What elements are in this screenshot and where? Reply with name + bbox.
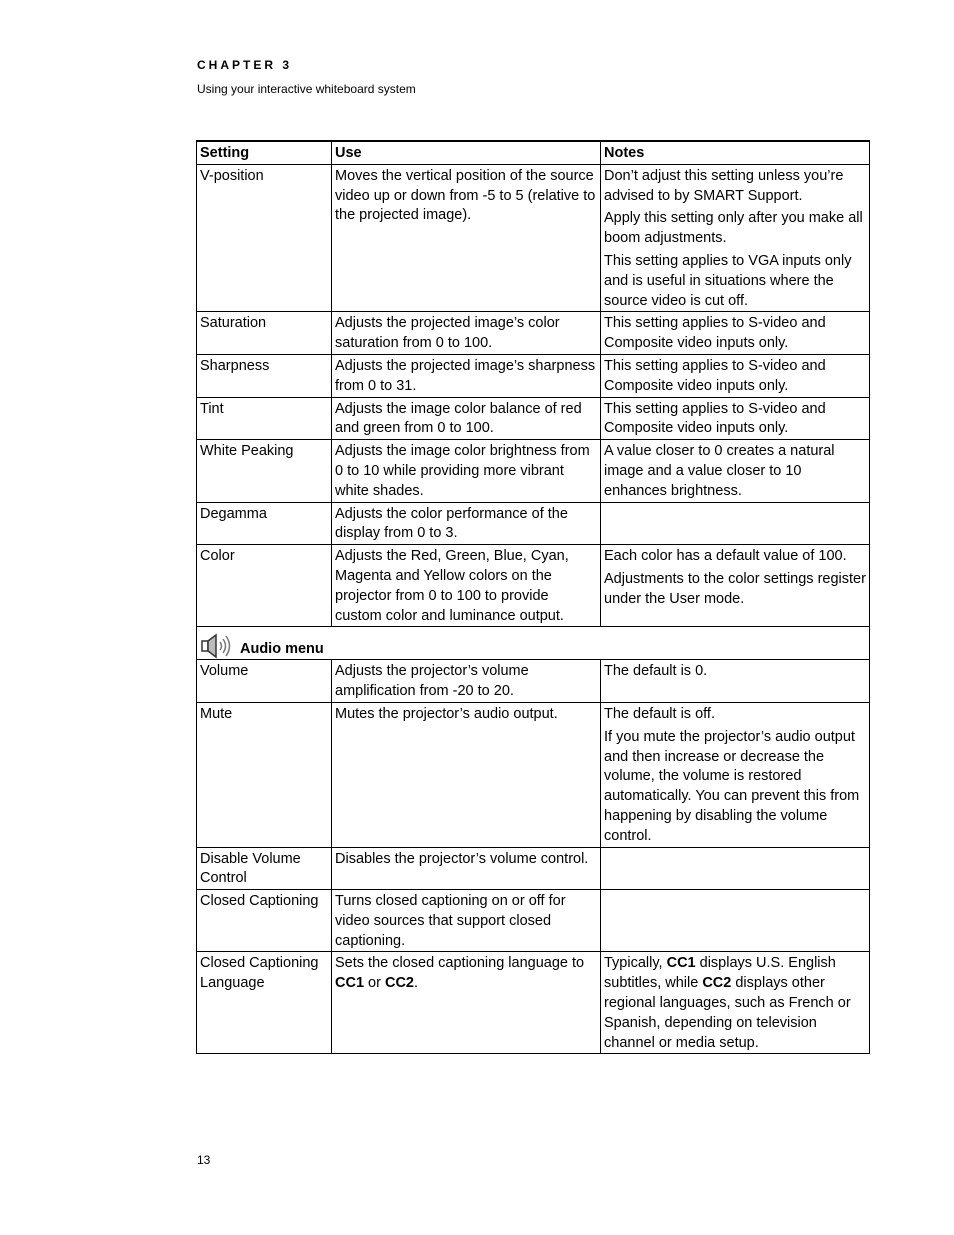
use-cell: Adjusts the color performance of the display from 0 to 3. xyxy=(332,502,601,545)
use-cell: Moves the vertical position of the source video up or down from -5 to 5 (relative to the projected image). xyxy=(332,164,601,312)
setting-cell: Sharpness xyxy=(197,354,332,397)
use-cell: Adjusts the image color brightness from 0 to 10 while providing more vibrant white shades. xyxy=(332,440,601,502)
table-row xyxy=(197,354,870,397)
table-row xyxy=(197,890,870,952)
setting-cell: Degamma xyxy=(197,502,332,545)
speaker-icon xyxy=(200,633,234,659)
notes-bold-cc2: CC2 xyxy=(702,975,732,992)
chapter-subtitle: Using your interactive whiteboard system xyxy=(197,82,416,96)
use-cell: Adjusts the image color balance of red and green from 0 to 100. xyxy=(332,397,601,440)
note-paragraph: This setting applies to S-video and Composite video inputs only. xyxy=(604,400,826,437)
table-row xyxy=(197,440,870,502)
setting-cell: Closed Captioning xyxy=(197,890,332,952)
note-paragraph: Adjustments to the color settings register under the User mode. xyxy=(604,570,866,607)
table-row xyxy=(197,952,870,1054)
table-row xyxy=(197,164,870,312)
audio-menu-label: Audio menu xyxy=(240,641,324,658)
setting-cell: V-position xyxy=(197,164,332,312)
use-cell: Turns closed captioning on or off for video sources that support closed captioning. xyxy=(332,890,601,952)
note-paragraph: Don’t adjust this setting unless you’re advised to by SMART Support. xyxy=(604,167,844,204)
note-paragraph: Apply this setting only after you make all boom adjustments. xyxy=(604,210,863,247)
notes-cell xyxy=(601,164,870,312)
table-header-row xyxy=(197,141,870,164)
note-paragraph: The default is 0. xyxy=(604,663,708,680)
notes-cell xyxy=(601,847,870,890)
notes-cell xyxy=(601,397,870,440)
setting-cell: Disable Volume Control xyxy=(197,847,332,890)
setting-cell: White Peaking xyxy=(197,440,332,502)
notes-cell xyxy=(601,660,870,703)
table-row xyxy=(197,502,870,545)
use-cell: Adjusts the projector’s volume amplification from -20 to 20. xyxy=(332,660,601,703)
note-paragraph: This setting applies to S-video and Composite video inputs only. xyxy=(604,315,826,352)
note-paragraph: If you mute the projector’s audio output and then increase or decrease the volume, the volume is restored automatically. You can prevent this from happening by disabling the volume control. xyxy=(604,728,860,844)
use-bold-cc1: CC1 xyxy=(335,975,365,992)
note-paragraph: A value closer to 0 creates a natural image and a value closer to 10 enhances brightness. xyxy=(604,443,835,499)
table-row xyxy=(197,312,870,355)
use-cell: Adjusts the projected image’s color saturation from 0 to 100. xyxy=(332,312,601,355)
table-row xyxy=(197,847,870,890)
table-row xyxy=(197,660,870,703)
setting-cell: Volume xyxy=(197,660,332,703)
note-paragraph: This setting applies to S-video and Composite video inputs only. xyxy=(604,357,826,394)
notes-text: Typically, xyxy=(604,955,667,972)
use-cell xyxy=(332,952,601,1054)
use-cell: Mutes the projector’s audio output. xyxy=(332,702,601,847)
audio-section-cell xyxy=(197,627,870,660)
use-text-mid: or xyxy=(364,975,385,992)
page-number: 13 xyxy=(197,1153,211,1167)
setting-cell: Saturation xyxy=(197,312,332,355)
use-text: Sets the closed captioning language to xyxy=(335,955,585,972)
setting-cell: Mute xyxy=(197,702,332,847)
notes-bold-cc1: CC1 xyxy=(666,955,696,972)
use-cell: Disables the projector’s volume control. xyxy=(332,847,601,890)
header-notes: Notes xyxy=(601,141,870,164)
chapter-heading: CHAPTER 3 xyxy=(197,58,293,72)
notes-cell xyxy=(601,502,870,545)
table-row xyxy=(197,702,870,847)
setting-cell: Closed Captioning Language xyxy=(197,952,332,1054)
picture-settings-rows xyxy=(197,164,870,627)
use-cell: Adjusts the projected image’s sharpness from 0 to 31. xyxy=(332,354,601,397)
notes-cell xyxy=(601,702,870,847)
notes-cell xyxy=(601,952,870,1054)
use-cell: Adjusts the Red, Green, Blue, Cyan, Magenta and Yellow colors on the projector from 0 to 100 to provide custom color and luminance output. xyxy=(332,545,601,627)
table-row xyxy=(197,545,870,627)
notes-cell xyxy=(601,890,870,952)
note-paragraph: The default is off. xyxy=(604,705,715,722)
header-setting: Setting xyxy=(197,141,332,164)
notes-text-end: displays other regional languages, such as French or Spanish, depending on television channel or media setup. xyxy=(604,975,851,1051)
header-use: Use xyxy=(332,141,601,164)
audio-section-row xyxy=(197,627,870,660)
use-text-end: . xyxy=(413,975,419,992)
setting-cell: Color xyxy=(197,545,332,627)
notes-text-mid: displays U.S. English subtitles, while xyxy=(604,955,836,992)
settings-table xyxy=(196,140,870,1054)
note-paragraph: Each color has a default value of 100. xyxy=(604,548,847,565)
audio-settings-rows xyxy=(197,660,870,952)
setting-cell: Tint xyxy=(197,397,332,440)
notes-cell xyxy=(601,440,870,502)
table-row xyxy=(197,397,870,440)
note-paragraph: This setting applies to VGA inputs only and is useful in situations where the source video is cut off. xyxy=(604,252,852,309)
notes-cell xyxy=(601,545,870,627)
notes-cell xyxy=(601,354,870,397)
notes-cell xyxy=(601,312,870,355)
use-bold-cc2: CC2 xyxy=(384,975,414,992)
